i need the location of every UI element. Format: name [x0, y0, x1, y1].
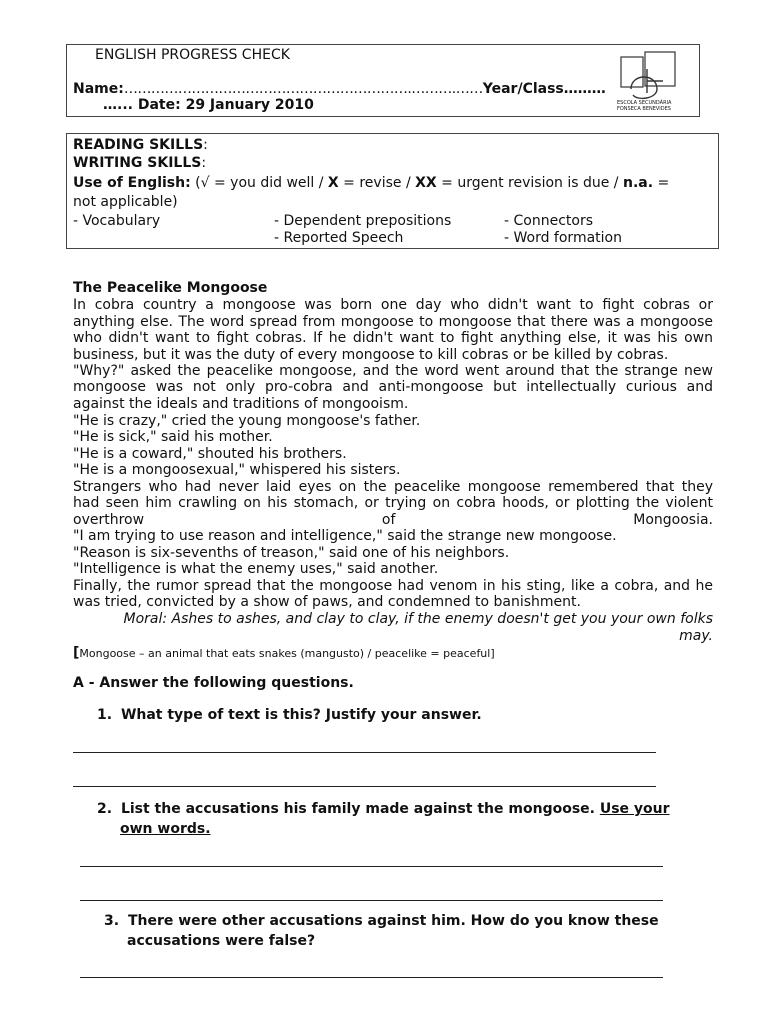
legend-na-text: = — [653, 175, 670, 191]
writing-skills-label: WRITING SKILLS — [73, 155, 202, 171]
reading-skills: READING SKILLS: — [73, 137, 208, 153]
header-box — [66, 44, 700, 117]
use-of-english-label: Use of English: — [73, 175, 191, 191]
skill-vocabulary: - Vocabulary — [73, 213, 161, 229]
question-text: What type of text is this? Justify your answer. — [120, 707, 482, 723]
page-title: ENGLISH PROGRESS CHECK — [95, 47, 290, 63]
skill-dependent-prepositions: - Dependent prepositions — [274, 213, 452, 229]
story-line: In cobra country a mongoose was born one day who didn't want to fight cobras or — [73, 297, 713, 313]
glossary-bracket: [ — [73, 645, 80, 661]
section-heading: A - Answer the following questions. — [73, 675, 354, 691]
legend-xx-text: = urgent revision is due / — [436, 175, 623, 191]
logo-caption-1: ESCOLA SECUNDÁRIA — [617, 100, 672, 106]
school-logo — [617, 49, 683, 113]
skill-word-formation: - Word formation — [504, 230, 622, 246]
date-dots[interactable]: …... — [103, 97, 133, 113]
story-title: The Peacelike Mongoose — [73, 280, 268, 296]
skill-connectors: - Connectors — [504, 213, 594, 229]
story-line: "He is a coward," shouted his brothers. — [73, 446, 347, 462]
legend-xx: XX — [415, 175, 437, 191]
story-line: "Intelligence is what the enemy uses," said another. — [73, 561, 439, 577]
logo-caption-2: FONSECA BENEVIDES — [617, 106, 671, 112]
date-text: Date: 29 January 2010 — [137, 97, 314, 113]
answer-line[interactable] — [73, 786, 656, 787]
story-line: anything else. The word spread from mongoose to mongoose that there was a mongoose — [73, 314, 713, 330]
story-line: "He is sick," said his mother. — [73, 429, 273, 445]
story-line: overthrow of Mongoosia. — [73, 512, 713, 528]
legend-line-2: not applicable) — [73, 194, 178, 210]
question-emphasis: Use your — [599, 801, 670, 817]
story-line: Finally, the rumor spread that the mongoose had venom in his sting, like a cobra, and he — [73, 578, 713, 594]
story-line: mongoose was not only pro-cobra and anti-mongoose but intellectually curious and — [73, 379, 713, 395]
story-line: "I am trying to use reason and intelligence," said the strange new mongoose. — [73, 528, 617, 544]
skill-reported-speech: - Reported Speech — [274, 230, 404, 246]
question-3 — [104, 913, 659, 930]
writing-skills: WRITING SKILLS: — [73, 155, 207, 171]
story-line: was tried, convicted by a show of paws, and condemned to banishment. — [73, 594, 581, 610]
moral-line-2: may. — [679, 628, 713, 644]
question-number: 1. — [97, 707, 113, 723]
date-line — [103, 97, 314, 113]
story-line: business, but it was the duty of every mongoose to kill cobras or be killed by cobras. — [73, 347, 669, 363]
question-1 — [97, 707, 482, 723]
story-line: against the ideals and traditions of mongooism. — [73, 396, 409, 412]
legend-x: X — [327, 175, 339, 191]
answer-line[interactable] — [80, 866, 663, 867]
glossary-text: Mongoose – an animal that eats snakes (mangusto) / peacelike = peaceful] — [79, 647, 495, 660]
question-text: There were other accusations against him. How do you know these — [127, 913, 659, 929]
story-line: "He is a mongoosexual," whispered his sisters. — [73, 462, 401, 478]
story-line: "He is crazy," cried the young mongoose's father. — [73, 413, 421, 429]
glossary-note — [73, 646, 495, 661]
question-number: 2. — [97, 801, 113, 817]
name-field[interactable]: ……………………………………………………….……….…… — [123, 81, 483, 97]
question-3-cont: accusations were false? — [127, 933, 316, 949]
name-line — [73, 81, 606, 97]
legend-open: (√ = you did well / — [190, 175, 328, 191]
answer-line[interactable] — [73, 752, 656, 753]
story-line: who didn't want to fight cobras. If he didn't want to fight anything else, it was his own — [73, 330, 713, 346]
year-class-field[interactable]: Year/Class……… — [482, 81, 606, 97]
use-of-english-legend — [73, 175, 669, 191]
story-line: "Reason is six-sevenths of treason," said one of his neighbors. — [73, 545, 510, 561]
reading-skills-label: READING SKILLS — [73, 137, 204, 153]
legend-na: n.a. — [622, 175, 654, 191]
story-line: had seen him crawling on his stomach, or trying on cobra hoods, or plotting the violent — [73, 495, 713, 511]
answer-line[interactable] — [80, 900, 663, 901]
story-line: "Why?" asked the peacelike mongoose, and the word went around that the strange new — [73, 363, 713, 379]
question-text: List the accusations his family made against the mongoose. — [120, 801, 600, 817]
name-label: Name: — [73, 81, 124, 97]
question-2-cont: own words. — [120, 821, 211, 837]
skills-box — [66, 133, 719, 249]
legend-x-text: = revise / — [338, 175, 416, 191]
question-number: 3. — [104, 913, 120, 929]
story-line: Strangers who had never laid eyes on the peacelike mongoose remembered that they — [73, 479, 713, 495]
moral-line-1: Moral: Ashes to ashes, and clay to clay, if the enemy doesn't get you your own folks — [123, 611, 713, 627]
answer-line[interactable] — [80, 977, 663, 978]
question-2 — [97, 801, 670, 818]
